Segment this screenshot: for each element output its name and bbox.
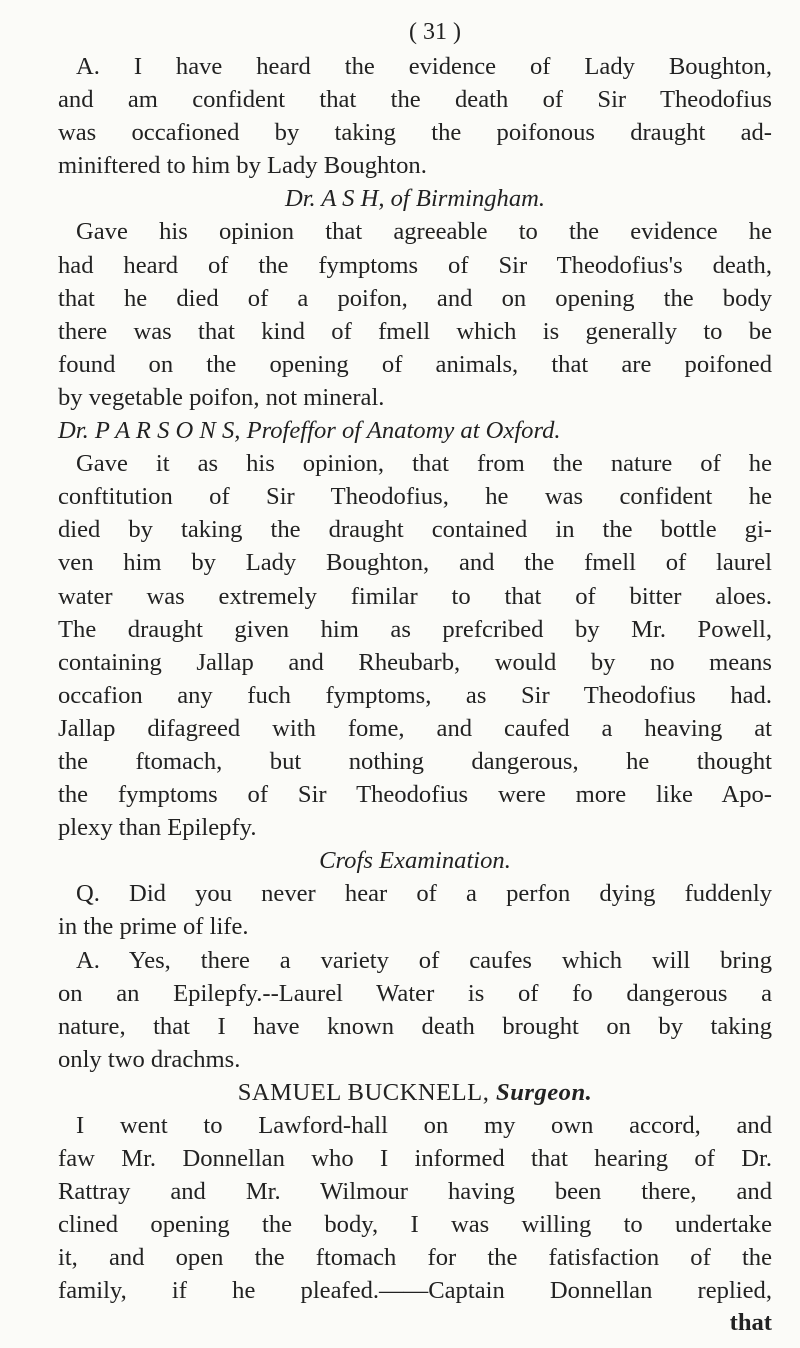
- text-line: nature, that I have known death brought on by taking: [58, 1012, 772, 1040]
- text-line: Jallap difagreed with fome, and caufed a heaving at: [58, 714, 772, 742]
- text-line: water was extremely fimilar to that of bitter aloes.: [58, 582, 772, 610]
- text-line: Gave it as his opinion, that from the nature of he: [76, 450, 772, 478]
- text-line: ven him by Lady Boughton, and the fmell of laurel: [58, 549, 772, 577]
- paragraph-bucknell-testimony: [58, 1109, 772, 1308]
- catchword: that: [729, 1308, 772, 1336]
- text-line: on an Epilepfy.--Laurel Water is of fo dangerous a: [58, 979, 772, 1007]
- text-line: it, and open the ftomach for the fatisfaction of the: [58, 1244, 772, 1272]
- text-line: by vegetable poifon, not mineral.: [58, 383, 385, 411]
- text-line: conftitution of Sir Theodofius, he was confident he: [58, 483, 772, 511]
- text-line: that he died of a poifon, and on opening the body: [58, 284, 772, 312]
- text-line: occafion any fuch fymptoms, as Sir Theodofius had.: [58, 681, 772, 709]
- text-line: had heard of the fymptoms of Sir Theodofius's death,: [58, 251, 772, 279]
- text-line: was occafioned by taking the poifonous draught ad-: [58, 119, 772, 147]
- text-line: I went to Lawford-hall on my own accord, and: [76, 1112, 772, 1139]
- page-number: ( 31 ): [409, 19, 461, 45]
- paragraph-cross-examination: [58, 877, 772, 1076]
- text-line: faw Mr. Donnellan who I informed that hearing of Dr.: [58, 1145, 772, 1173]
- text-line: Gave his opinion that agreeable to the evidence he: [76, 218, 772, 246]
- text-line: died by taking the draught contained in the bottle gi-: [58, 516, 772, 544]
- paragraph-answer-1: [58, 50, 772, 182]
- text-line: Q. Did you never hear of a perfon dying fuddenly: [76, 880, 772, 908]
- section-heading-cross-examination: Crofs Examination.: [319, 847, 511, 875]
- text-line: in the prime of life.: [58, 913, 249, 941]
- text-line: there was that kind of fmell which is generally to be: [58, 317, 772, 345]
- text-line: miniftered to him by Lady Boughton.: [58, 152, 427, 180]
- text-line: Rattray and Mr. Wilmour having been there, and: [58, 1178, 772, 1206]
- witness-heading-ash: Dr. A S H, of Birmingham.: [284, 185, 546, 213]
- text-line: plexy than Epilepfy.: [58, 814, 257, 842]
- text-line: the ftomach, but nothing dangerous, he thought: [58, 747, 772, 775]
- text-line: clined opening the body, I was willing to undertake: [58, 1211, 772, 1239]
- paragraph-parsons-testimony: [58, 447, 772, 844]
- witness-heading-bucknell: [58, 1076, 772, 1109]
- text-line: containing Jallap and Rheubarb, would by no means: [58, 648, 772, 676]
- witness-heading-parsons: Dr. P A R S O N S, Profeffor of Anatomy at Oxford.: [58, 417, 561, 445]
- text-line: and am confident that the death of Sir Theodofius: [58, 86, 772, 114]
- text-line: the fymptoms of Sir Theodofius were more like Apo-: [58, 781, 772, 809]
- text-line: A. I have heard the evidence of Lady Boughton,: [76, 53, 772, 80]
- text-line: only two drachms.: [58, 1045, 241, 1073]
- witness-name: SAMUEL BUCKNELL,: [237, 1078, 490, 1106]
- text-line: The draught given him as prefcribed by Mr. Powell,: [58, 615, 772, 643]
- paragraph-ash-testimony: [58, 215, 772, 414]
- text-line: family, if he pleafed.——Captain Donnellan replied,: [58, 1277, 772, 1305]
- text-line: A. Yes, there a variety of caufes which will bring: [76, 946, 772, 974]
- text-line: found on the opening of animals, that are poifoned: [58, 350, 772, 378]
- witness-role: Surgeon.: [496, 1078, 593, 1106]
